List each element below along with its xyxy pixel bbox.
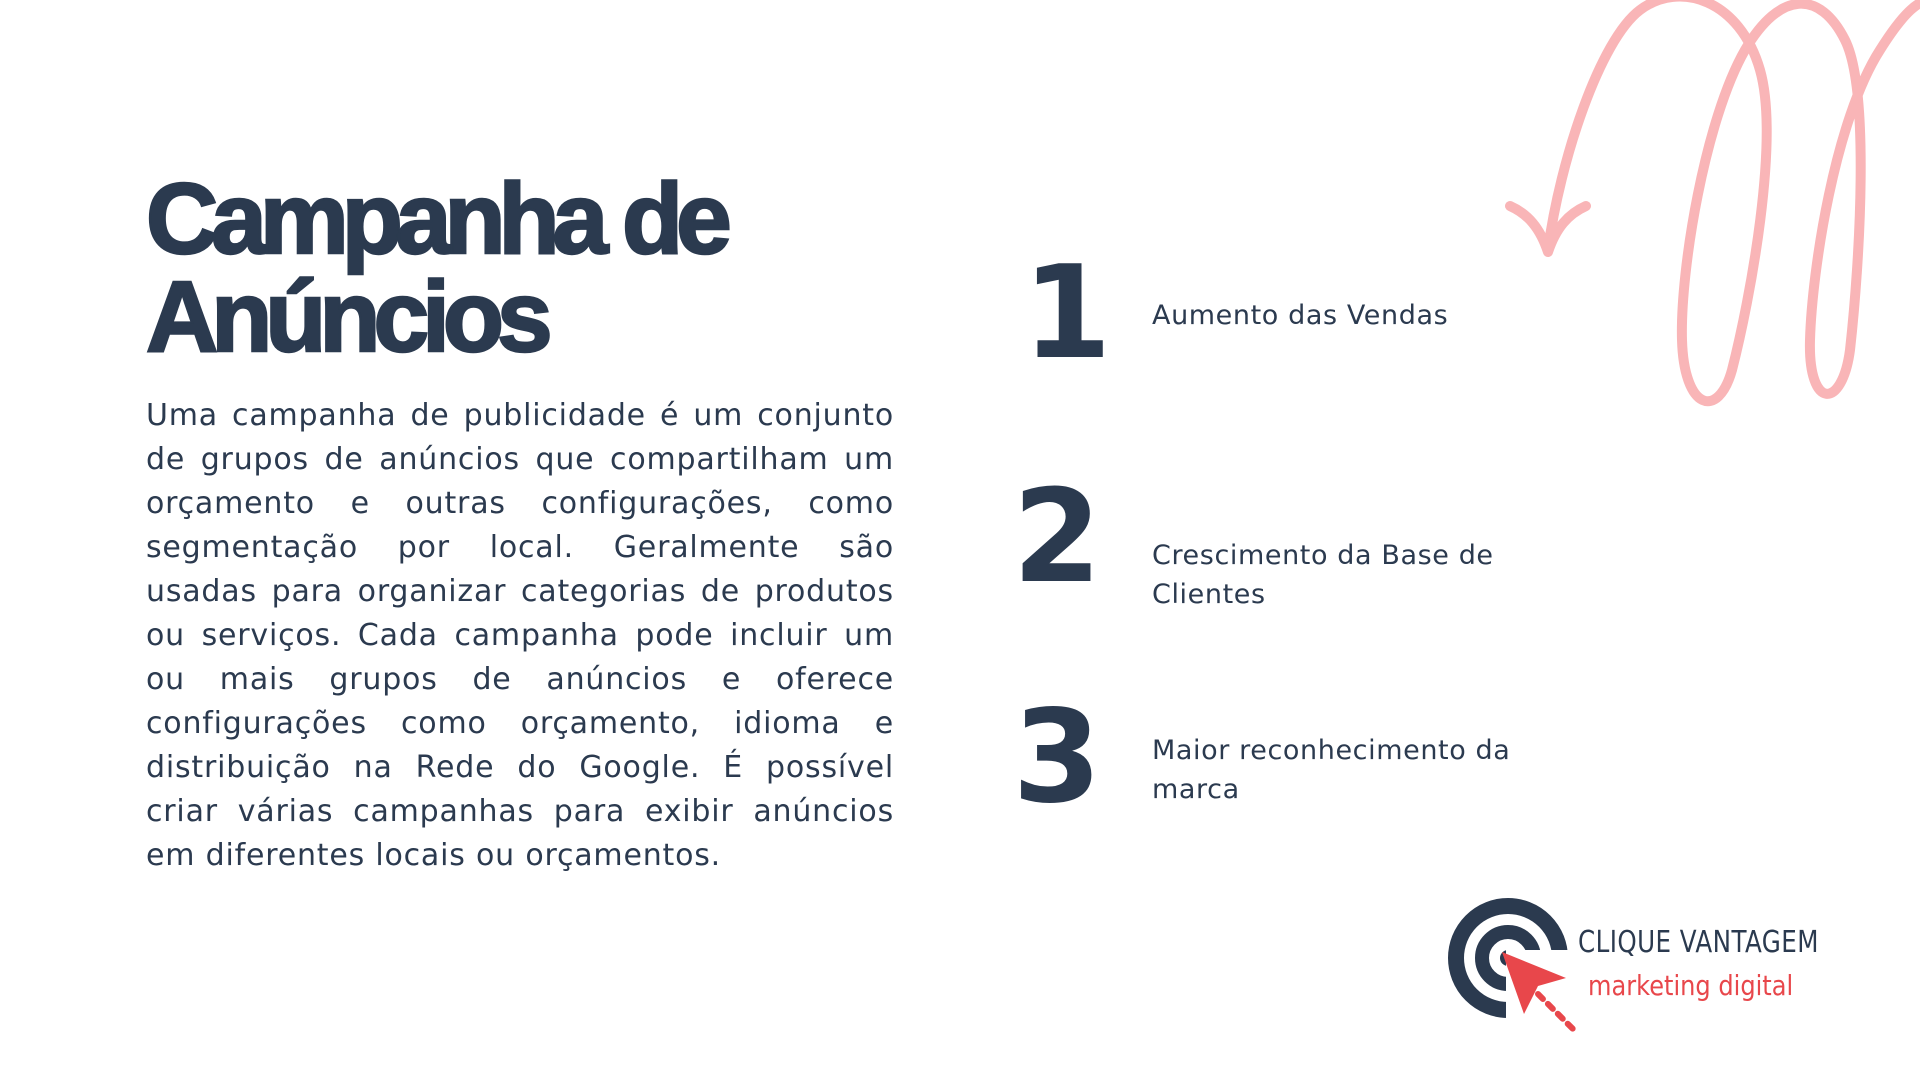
brand-tagline: marketing digital — [1588, 969, 1794, 1002]
benefit-text-2: Crescimento da Base de Clientes — [1152, 540, 1494, 610]
squiggle-arrow-icon — [1490, 0, 1920, 410]
target-cursor-icon — [1440, 890, 1590, 1040]
benefit-number-3: 3 — [1012, 683, 1102, 832]
brand-name: CLIQUE VANTAGEM — [1578, 925, 1819, 960]
slide-body-text: Uma campanha de publicidade é um conjunto de grupos de anúncios que compartilham um orçamento e outras configurações, como segmentação por local. Geralmente são usadas para organizar categorias de produtos ou serviços. Cada campanha pode incluir um ou mais grupos de anúncios e oferece configurações como orçamento, idioma e distribuição na Rede do Google. É possível criar várias campanhas para exibir anúncios em diferentes locais ou orçamentos. — [146, 398, 894, 873]
benefit-text-3: Maior reconhecimento da marca — [1152, 735, 1511, 805]
slide-title-line-1: Campanha de — [146, 163, 725, 275]
brand-logo — [1440, 890, 1860, 1040]
benefit-text-1: Aumento das Vendas — [1152, 300, 1449, 331]
slide-title-line-2: Anúncios — [146, 261, 546, 373]
benefit-number-1: 1 — [1022, 239, 1112, 388]
slide-title — [146, 163, 846, 373]
benefit-number-2: 2 — [1012, 463, 1102, 612]
